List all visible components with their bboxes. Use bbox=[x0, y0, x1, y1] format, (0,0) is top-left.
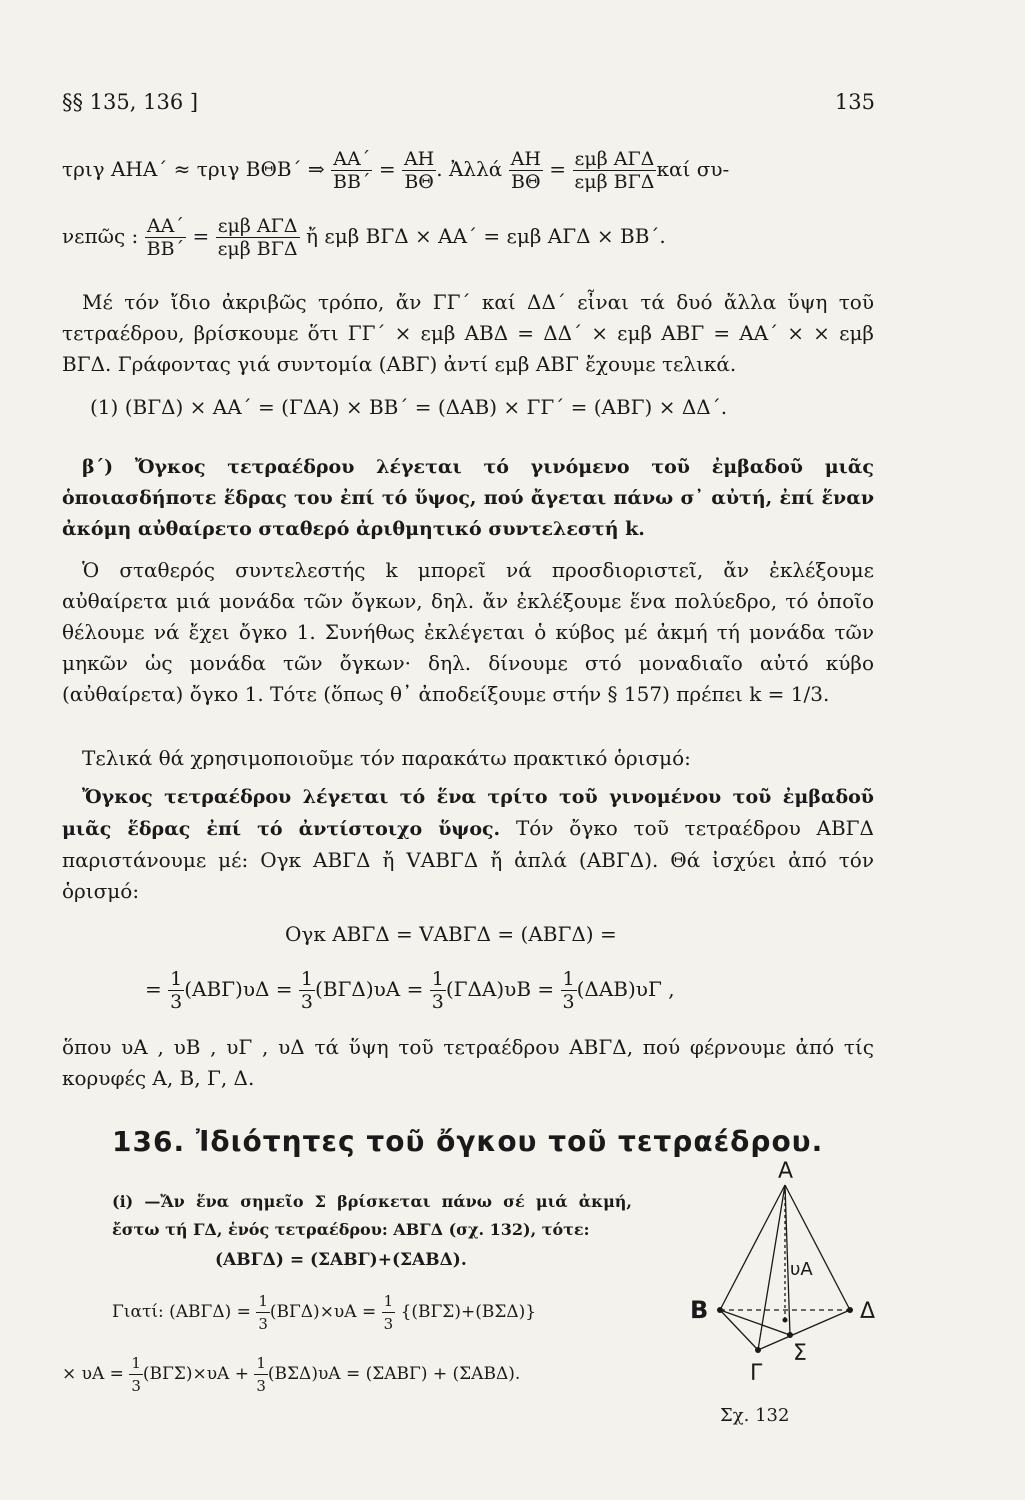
label-G: Γ bbox=[750, 1361, 763, 1386]
proof-line-2: × υΑ = $\frac{1}{3}$ (ΒΓΣ)×υΑ + $\frac{1}{3}$ (ΒΣΔ)υΑ = (ΣΑΒΓ) + (ΣΑΒΔ). bbox=[62, 1354, 521, 1395]
fraction: $\frac{\text{εμβ ΑΓΔ}}{\text{εμβ ΒΓΔ}}$ bbox=[217, 215, 298, 260]
property-i: (i) —Ἄν ἕνα σημεῖο Σ βρίσκεται πάνω σέ μιά ἀκμή, ἔστω τή ΓΔ, ἑνός τετραέδρου: ΑΒΓΔ (σχ. 132), τότε: bbox=[112, 1192, 632, 1239]
proof-line-1: Γιατί: (ΑΒΓΔ) = $\frac{1}{3}$ (ΒΓΔ)×υΑ = $\frac{1}{3}$ {(ΒΓΣ)+(ΒΣΔ)} bbox=[112, 1292, 537, 1333]
tetrahedron-figure bbox=[690, 1160, 900, 1400]
fraction-one-third: $\frac{1}{3}$ bbox=[300, 968, 314, 1013]
volume-formula: = $\frac{1}{3}$ (ΑΒΓ)υΔ = $\frac{1}{3}$ (ΒΓΔ)υΑ = $\frac{1}{3}$ (ΓΔΑ)υΒ = $\frac{1}{3}$ (ΔΑΒ)υΓ , bbox=[145, 968, 675, 1013]
fraction: $\frac{AA΄}{BB΄}$ bbox=[333, 148, 371, 193]
paragraph: ὅπου υΑ , υΒ , υΓ , υΔ τά ὕψη τοῦ τετραέδρου ΑΒΓΔ, πού φέρνουμε ἀπό τίς κορυφές Α, Β, Γ, Δ. bbox=[62, 1035, 874, 1090]
fraction: $\frac{AH}{B\Theta}$ bbox=[510, 148, 541, 193]
label-A: Α bbox=[778, 1160, 794, 1184]
paragraph: Ὁ σταθερός συντελεστής k μπορεῖ νά προσδιοριστεῖ, ἄν ἐκλέξουμε αὐθαίρετα μιά μονάδα τῶν ὄγκων, δηλ. ἄν ἐκλέξουμε ἕνα πολύεδρο, τό ὁποῖο θέλουμε νά ἔχει ὄγκο 1. Συνήθως ἐκλέγεται ὁ κύβος μέ ἀκμή τή μονάδα τῶν μηκῶν ὡς μονάδα τῶν ὄγκων· δηλ. δίνουμε στό μοναδιαῖο αὐτό κύβο (αὐθαίρετα) ὄγκο 1. Τότε (ὅπως θ᾿ ἀποδείξουμε στήν § 157) πρέπει k = 1/3. bbox=[62, 558, 874, 706]
label-B: Β bbox=[690, 1296, 709, 1324]
label-S: Σ bbox=[793, 1341, 807, 1366]
fraction: $\frac{AA΄}{BB΄}$ bbox=[146, 215, 185, 260]
label-D: Δ bbox=[860, 1299, 876, 1324]
fraction-one-third: $\frac{1}{3}$ bbox=[258, 1292, 268, 1333]
paragraph: Μέ τόν ἴδιο ἀκριβῶς τρόπο, ἄν ΓΓ΄ καί ΔΔ΄ εἶναι τά δυό ἄλλα ὕψη τοῦ τετραέδρου, βρίσκουμε ὅτι ΓΓ΄ × εμβ ΑΒΔ = ΔΔ΄ × εμβ ΑΒΓ = ΑΑ΄ × × εμβ ΒΓΔ. Γράφοντας γιά συντομία (ΑΒΓ) ἀντί εμβ ΑΒΓ ἔχουμε τελικά. bbox=[62, 290, 874, 376]
page-number: 135 bbox=[834, 90, 875, 114]
fraction-one-third: $\frac{1}{3}$ bbox=[131, 1354, 141, 1395]
edge-AD bbox=[785, 1185, 850, 1310]
fraction-one-third: $\frac{1}{3}$ bbox=[562, 968, 575, 1013]
section-ref: §§ 135, 136 ] bbox=[62, 90, 199, 114]
property-equation: (ΑΒΓΔ) = (ΣΑΒΓ)+(ΣΑΒΔ). bbox=[215, 1250, 467, 1270]
definition-paragraph: Ὄγκος τετραέδρου λέγεται τό ἕνα τρίτο τοῦ γινομένου τοῦ ἐμβαδοῦ μιᾶς ἕδρας ἐπί τό ἀντίστοιχο ὕψος. Τόν ὄγκο τοῦ τετραέδρου ΑΒΓΔ παριστάνουμε μέ: Ογκ ΑΒΓΔ ἤ VΑΒΓΔ ἤ ἁπλά (ΑΒΓΔ). Θά ἰσχύει ἀπό τόν ὁρισμό: bbox=[62, 786, 875, 903]
fraction: $\frac{\text{εμβ ΑΓΔ}}{\text{εμβ ΒΓΔ}}$ bbox=[574, 148, 655, 193]
equation-line-2: νεπῶς : $\frac{AA΄}{BB΄}$ = $\frac{\text{εμβ ΑΓΔ}}{\text{εμβ ΒΓΔ}}$ ἤ εμβ ΒΓΔ × ΑΑ΄ = εμβ ΑΓΔ × ΒΒ΄. bbox=[62, 215, 666, 260]
fraction-one-third: $\frac{1}{3}$ bbox=[170, 968, 183, 1013]
fraction: $\frac{AH}{B\Theta}$ bbox=[403, 148, 435, 193]
edge-BG bbox=[720, 1310, 758, 1350]
fraction-one-third: $\frac{1}{3}$ bbox=[383, 1292, 394, 1333]
definition-bold: Ὄγκος τετραέδρου λέγεται τό ἕνα τρίτο τοῦ γινομένου τοῦ ἐμβαδοῦ μιᾶς ἕδρας ἐπί τό ἀντίστοιχο ὕψος. bbox=[62, 786, 874, 840]
edge-BS bbox=[720, 1310, 790, 1335]
definition-b: β΄) Ὄγκος τετραέδρου λέγεται τό γινόμενο τοῦ ἐμβαδοῦ μιᾶς ὁποιασδήποτε ἕδρας του ἐπί τό ὕψος, πού ἄγεται πάνω σ᾿ αὐτή, ἐπί ἕναν ἀκόμη αὐθαίρετο σταθερό ἀριθμητικό συντελεστή k. bbox=[62, 456, 874, 540]
fraction-one-third: $\frac{1}{3}$ bbox=[431, 968, 444, 1013]
section-heading: 136. Ἰδιότητες τοῦ ὄγκου τοῦ τετραέδρου. bbox=[112, 1125, 824, 1158]
label-height: υΑ bbox=[790, 1259, 813, 1280]
figure-caption: Σχ. 132 bbox=[720, 1405, 790, 1426]
equation-line-1: τριγ ΑΗΑ΄ ≈ τριγ ΒΘΒ΄ ⇒ $\frac{AA΄}{BB΄}$ = $\frac{AH}{B\Theta}$ . Ἀλλά $\frac{AH}{B\Theta}$ = $\frac{\text{εμβ ΑΓΔ}}{\text{εμβ ΒΓΔ}}$ καί συ- bbox=[62, 148, 730, 193]
volume-equation: Ογκ ΑΒΓΔ = VΑΒΓΔ = (ΑΒΓΔ) = bbox=[285, 922, 617, 946]
fraction-one-third: $\frac{1}{3}$ bbox=[256, 1354, 266, 1395]
paragraph: Τελικά θά χρησιμοποιοῦμε τόν παρακάτω πρακτικό ὁρισμό: bbox=[82, 746, 691, 770]
equation-1: (1) (ΒΓΔ) × ΑΑ΄ = (ΓΔΑ) × ΒΒ΄ = (ΔΑΒ) × ΓΓ΄ = (ΑΒΓ) × ΔΔ΄. bbox=[90, 395, 728, 419]
